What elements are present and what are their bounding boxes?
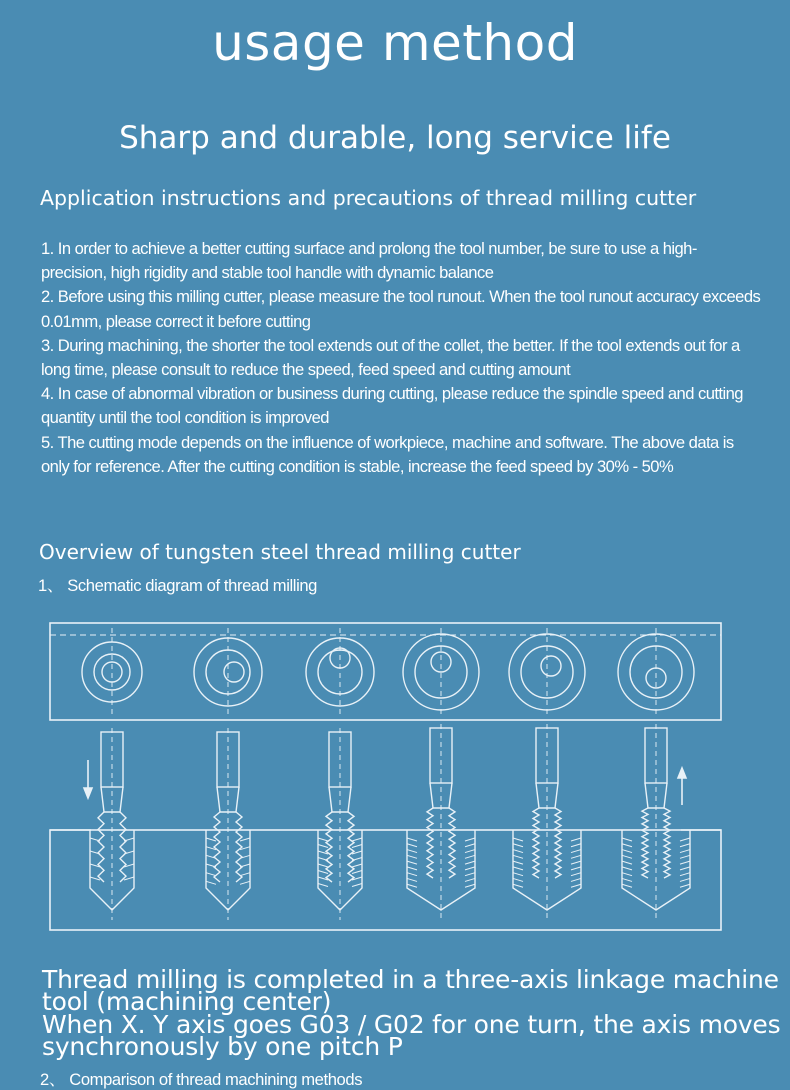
page-title: usage method [212, 14, 578, 72]
milling-stations [82, 628, 694, 920]
feed-down-arrow [84, 760, 92, 798]
diagram-caption: 1、 Schematic diagram of thread milling [38, 576, 318, 595]
milling-station [82, 628, 142, 920]
thread-milling-diagram [48, 620, 724, 932]
instruction-item-1: 1. In order to achieve a better cutting surface and prolong the tool number, be sure to use a high-precision, high rigidity and stable tool handle with dynamic balance [41, 239, 697, 283]
top-view-plate [50, 623, 721, 720]
milling-station [306, 628, 374, 920]
thread-milling-schematic [48, 620, 724, 932]
page-subtitle: Sharp and durable, long service life [119, 120, 671, 156]
statement-line-1: Thread milling is completed in a three-axis linkage machine tool (machining center) [42, 965, 779, 1016]
application-heading: Application instructions and precautions of thread milling cutter [40, 186, 697, 210]
workpiece-block [50, 830, 721, 930]
milling-station [194, 628, 262, 920]
instruction-item-2: 2. Before using this milling cutter, please measure the tool runout. When the tool runout accuracy exceeds 0.01mm, please correct it before cutting [41, 287, 761, 331]
overview-heading: Overview of tungsten steel thread milling cutter [39, 540, 521, 564]
instructions-list [41, 237, 761, 479]
statement-line-2: When X. Y axis goes G03 / G02 for one turn, the axis moves synchronously by one pitch P [42, 1010, 781, 1061]
feed-up-arrow [678, 768, 686, 805]
milling-station [509, 628, 585, 920]
instruction-item-3: 3. During machining, the shorter the tool extends out of the collet, the better. If the tool extends out for a long time, please consult to reduce the speed, feed speed and cutting amount [41, 335, 740, 380]
instruction-item-5: 5. The cutting mode depends on the influence of workpiece, machine and software. The above data is only for reference. After the cutting condition is stable, increase the feed speed by 30% - 50% [41, 432, 734, 476]
instruction-item-4: 4. In case of abnormal vibration or business during cutting, please reduce the spindle speed and cutting quantity until the tool condition is improved [41, 384, 743, 428]
milling-station [403, 628, 479, 920]
comparison-caption: 2、 Comparison of thread machining methods [40, 1070, 363, 1089]
